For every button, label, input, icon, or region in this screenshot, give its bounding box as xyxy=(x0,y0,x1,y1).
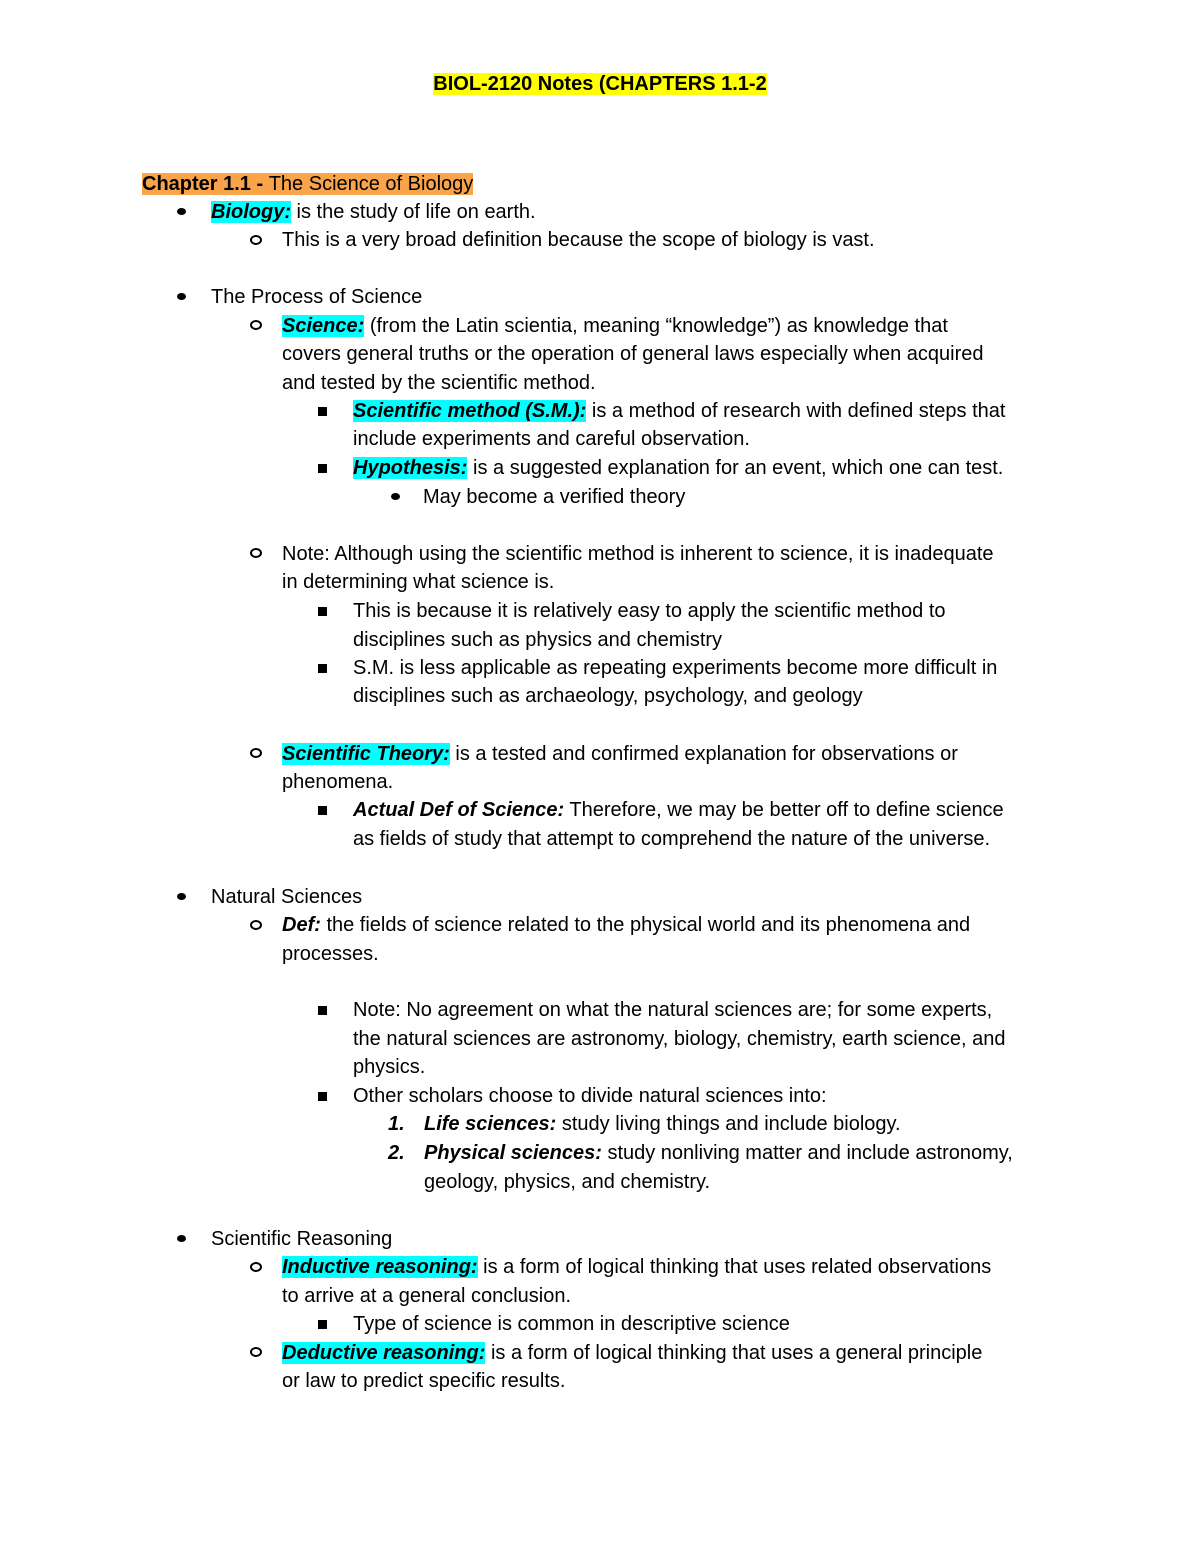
bullet-square-icon xyxy=(318,407,327,416)
natural-sciences-definition: Def: the fields of science related to the physical world and its phenomena and xyxy=(282,914,971,936)
bullet-square-icon xyxy=(318,1092,327,1101)
scientific-theory-line: phenomena. xyxy=(282,771,394,793)
note-scientific-method: Note: Although using the scientific method is inherent to science, it is inadequate xyxy=(282,543,994,565)
bullet-disc-icon xyxy=(177,208,186,215)
note-detail-line: disciplines such as physics and chemistry xyxy=(353,629,723,651)
bullet-circle-icon xyxy=(250,748,262,758)
bullet-disc-icon xyxy=(177,1235,186,1242)
inductive-reasoning-line: to arrive at a general conclusion. xyxy=(282,1285,572,1307)
bullet-square-icon xyxy=(318,464,327,473)
inductive-reasoning-definition: Inductive reasoning: is a form of logical thinking that uses related observations xyxy=(282,1256,992,1278)
bullet-circle-icon xyxy=(250,235,262,245)
scientific-reasoning-heading: Scientific Reasoning xyxy=(211,1228,393,1250)
bullet-circle-icon xyxy=(250,1347,262,1357)
deductive-reasoning-line: or law to predict specific results. xyxy=(282,1370,566,1392)
chapter-heading: Chapter 1.1 - The Science of Biology xyxy=(142,173,474,195)
bullet-square-icon xyxy=(318,806,327,815)
bullet-circle-icon xyxy=(250,1262,262,1272)
bullet-circle-icon xyxy=(250,920,262,930)
life-sciences-item: Life sciences: study living things and include biology. xyxy=(424,1113,901,1135)
bullet-circle-icon xyxy=(250,320,262,330)
hypothesis-definition: Hypothesis: is a suggested explanation for an event, which one can test. xyxy=(353,457,1004,479)
biology-definition: Biology: is the study of life on earth. xyxy=(211,201,536,223)
bullet-disc-icon xyxy=(391,493,400,500)
scientific-theory-definition: Scientific Theory: is a tested and confirmed explanation for observations or xyxy=(282,743,958,765)
bullet-square-icon xyxy=(318,1006,327,1015)
physical-sciences-item-line: geology, physics, and chemistry. xyxy=(424,1171,711,1193)
list-number: 2. xyxy=(388,1142,405,1164)
hypothesis-note: May become a verified theory xyxy=(423,486,686,508)
other-scholars: Other scholars choose to divide natural sciences into: xyxy=(353,1085,827,1107)
note-detail: This is because it is relatively easy to apply the scientific method to xyxy=(353,600,946,622)
scientific-method-line: include experiments and careful observation. xyxy=(353,428,750,450)
scientific-method-definition: Scientific method (S.M.): is a method of research with defined steps that xyxy=(353,400,1006,422)
natural-sciences-note-line: the natural sciences are astronomy, biology, chemistry, earth science, and xyxy=(353,1028,1006,1050)
bullet-circle-icon xyxy=(250,548,262,558)
bullet-square-icon xyxy=(318,664,327,673)
bullet-square-icon xyxy=(318,1320,327,1329)
natural-sciences-heading: Natural Sciences xyxy=(211,886,363,908)
document-title: BIOL-2120 Notes (CHAPTERS 1.1-2 xyxy=(433,73,767,95)
biology-note: This is a very broad definition because the scope of biology is vast. xyxy=(282,229,875,251)
note-detail: S.M. is less applicable as repeating experiments become more difficult in xyxy=(353,657,998,679)
science-definition-line: and tested by the scientific method. xyxy=(282,372,596,394)
list-number: 1. xyxy=(388,1113,405,1135)
bullet-disc-icon xyxy=(177,293,186,300)
bullet-square-icon xyxy=(318,607,327,616)
science-definition: Science: (from the Latin scientia, meaning “knowledge”) as knowledge that xyxy=(282,315,948,337)
natural-sciences-note-line: physics. xyxy=(353,1056,426,1078)
physical-sciences-item: Physical sciences: study nonliving matter and include astronomy, xyxy=(424,1142,1013,1164)
inductive-reasoning-note: Type of science is common in descriptive science xyxy=(353,1313,790,1335)
note-scientific-method-line: in determining what science is. xyxy=(282,571,555,593)
note-detail-line: disciplines such as archaeology, psychology, and geology xyxy=(353,685,863,707)
process-heading: The Process of Science xyxy=(211,286,423,308)
science-definition-line: covers general truths or the operation of general laws especially when acquired xyxy=(282,343,984,365)
natural-sciences-definition-line: processes. xyxy=(282,943,379,965)
actual-definition-line: as fields of study that attempt to comprehend the nature of the universe. xyxy=(353,828,991,850)
natural-sciences-note: Note: No agreement on what the natural sciences are; for some experts, xyxy=(353,999,993,1021)
deductive-reasoning-definition: Deductive reasoning: is a form of logical thinking that uses a general principle xyxy=(282,1342,983,1364)
actual-definition: Actual Def of Science: Therefore, we may be better off to define science xyxy=(353,799,1004,821)
bullet-disc-icon xyxy=(177,893,186,900)
